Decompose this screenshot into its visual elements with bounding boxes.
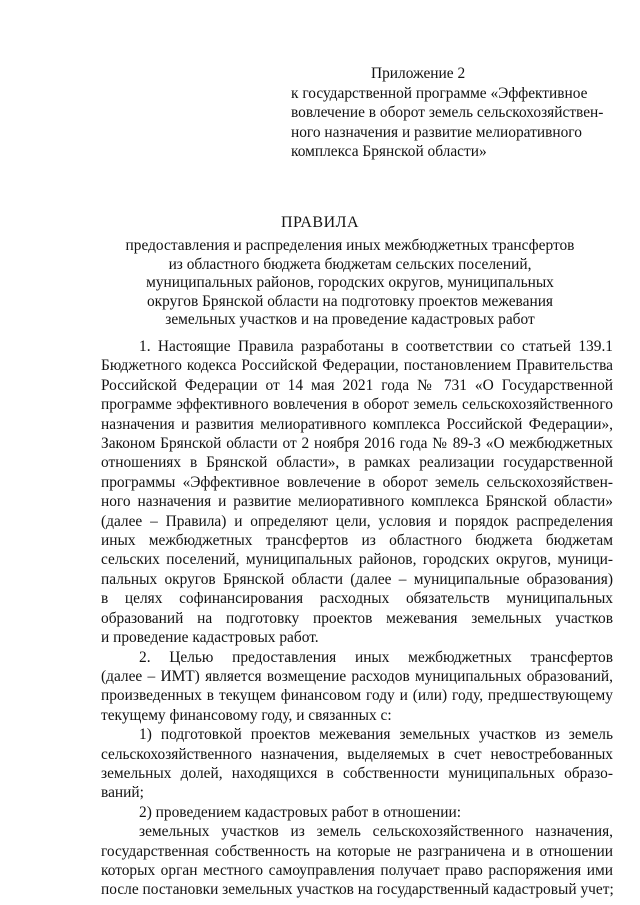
appendix-title: Приложение 2 — [371, 65, 466, 82]
appendix-line: вовлечение в оборот земель сельскохозяйствен- — [291, 104, 604, 121]
appendix-line: ного назначения и развитие мелиоративного — [291, 123, 582, 141]
paragraph-1-line: пальных округов Брянской области (далее – муниципальные образования) — [101, 570, 613, 588]
subtitle-line: из областного бюджета бюджетам сельских поселений, — [168, 255, 532, 273]
item-2-subparagraph-line: государственная собственность на которые не разграничена и в отношении — [101, 842, 613, 860]
paragraph-1-line: назначения и развития мелиоративного комплекса Российской Федерации», — [101, 415, 613, 433]
item-2-subparagraph-line: земельных участков из земель сельскохозяйственного назначения, — [139, 823, 613, 841]
paragraph-1-line: 1. Настоящие Правила разработаны в соответствии со статьей 139.1 — [139, 338, 613, 355]
paragraph-1-line: Бюджетного кодекса Российской Федерации, постановлением Правительства — [101, 357, 613, 375]
subtitle-line: предоставления и распределения иных межбюджетных трансфертов — [125, 237, 575, 254]
subtitle-line: муниципальных районов, городских округов, муниципальных — [146, 274, 554, 292]
paragraph-1-line: отношениях в Брянской области», в рамках реализации государственной — [101, 454, 613, 472]
appendix-line: комплекса Брянской области» — [291, 143, 487, 160]
body-text — [101, 337, 613, 900]
item-1-line: сельскохозяйственного назначения, выделяемых в счет невостребованных — [101, 745, 613, 763]
paragraph-1-line: программе эффективного вовлечения в оборот земель сельскохозяйственного — [101, 396, 613, 414]
item-1-line: земельных долей, находящихся в собственности муниципальных образо- — [101, 764, 613, 782]
paragraph-1-line: и проведение кадастровых работ. — [101, 629, 319, 647]
paragraph-1-line: Законом Брянской области от 2 ноября 2016 года № 89-З «О межбюджетных — [101, 435, 613, 453]
paragraph-2-line: (далее – ИМТ) является возмещение расходов муниципальных образований, — [101, 667, 613, 685]
paragraph-2-line: произведенных в текущем финансовом году и (или) году, предшествующему — [101, 687, 613, 705]
paragraph-1-line: в целях софинансирования расходных обязательств муниципальных — [101, 590, 613, 608]
subtitle-line: земельных участков и на проведение кадастровых работ — [165, 311, 535, 329]
paragraph-1-line: Российской Федерации от 14 мая 2021 года № 731 «О Государственной — [101, 376, 613, 394]
appendix-block — [0, 64, 640, 162]
subtitle-line: округов Брянской области на подготовку проектов межевания — [146, 292, 554, 310]
paragraph-1-line: сельских поселений, муниципальных районов, городских округов, муници- — [101, 551, 613, 569]
paragraph-2-line: текущему финансовому году, и связанных с: — [101, 706, 392, 724]
item-2-line: 2) проведением кадастровых работ в отношении: — [139, 803, 462, 821]
appendix-line: к государственной программе «Эффективное — [291, 84, 588, 102]
item-2-subparagraph-line: которых орган местного самоуправления получает право распоряжения ими — [101, 861, 613, 879]
item-2-subparagraph-line: после постановки земельных участков на государственный кадастровый учет; — [101, 881, 614, 899]
document-title: ПРАВИЛА — [280, 214, 360, 231]
paragraph-2-line: 2. Целью предоставления иных межбюджетных трансфертов — [139, 648, 613, 666]
paragraph-1-line: ного назначения и развитие мелиоративного комплекса Брянской области» — [101, 493, 613, 511]
paragraph-1-line: образований на подготовку проектов межевания земельных участков — [101, 609, 613, 627]
item-1-line: ваний; — [101, 784, 144, 802]
paragraph-1-line: иных межбюджетных трансфертов из областного бюджета бюджетам — [101, 532, 613, 550]
paragraph-1-line: программы «Эффективное вовлечение в оборот земель сельскохозяйствен- — [101, 473, 613, 491]
document-subtitle — [50, 237, 640, 330]
item-1-line: 1) подготовкой проектов межевания земельных участков из земель — [139, 726, 613, 744]
paragraph-1-line: (далее – Правила) и определяют цели, условия и порядок распределения — [101, 512, 613, 530]
